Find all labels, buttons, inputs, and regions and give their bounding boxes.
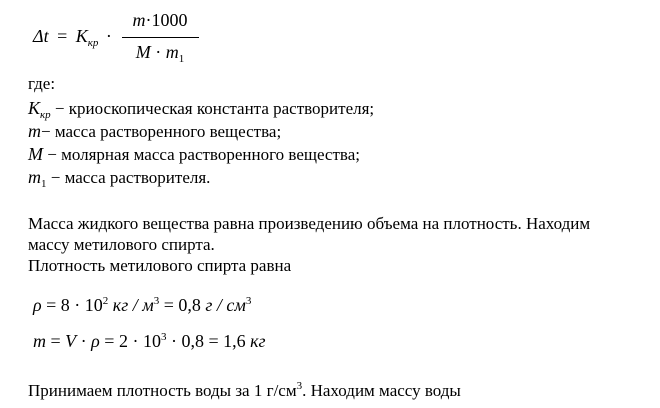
k-subscript: кр	[87, 37, 99, 49]
formula-lhs	[33, 26, 112, 47]
paragraph-line-3: Плотность метилового спирта равна	[28, 256, 292, 275]
paragraph-line-2: массу метилового спирта.	[28, 235, 215, 254]
multiply-dot: ·	[105, 26, 112, 46]
where-label: где:	[28, 74, 56, 93]
formula-fraction	[120, 10, 202, 66]
fraction-denominator: $M \cdot m_1$	[135, 42, 185, 65]
fraction-bar	[122, 37, 199, 38]
equals-sign: =	[57, 26, 68, 46]
mass-equation: $m = V \cdot \rho = 2 \cdot 10^3 \cdot 0,8 = 1,6$ кг	[33, 331, 266, 351]
k-symbol: K	[75, 26, 88, 46]
definition-k: $K_{кр}$ − криоскопическая константа растворителя;	[28, 98, 375, 121]
last-line: Принимаем плотность воды за 1 $г/см^3$. Находим массу воды	[28, 380, 461, 400]
paragraph-line-1: Масса жидкого вещества равна произведению объема на плотность. Находим	[28, 214, 591, 233]
definition-molar-mass: M − молярная масса растворенного вещества;	[28, 144, 360, 164]
delta-t-symbol: Δt	[33, 26, 49, 46]
definition-m1: $m_1$ − масса растворителя.	[28, 167, 211, 190]
fraction-numerator: m·1000	[132, 10, 188, 30]
definition-m: m− масса растворенного вещества;	[28, 121, 282, 141]
density-equation: $\rho = 8 \cdot 10^2$ кг / $м^3 = 0,8$ г / $см^3$	[33, 295, 252, 315]
